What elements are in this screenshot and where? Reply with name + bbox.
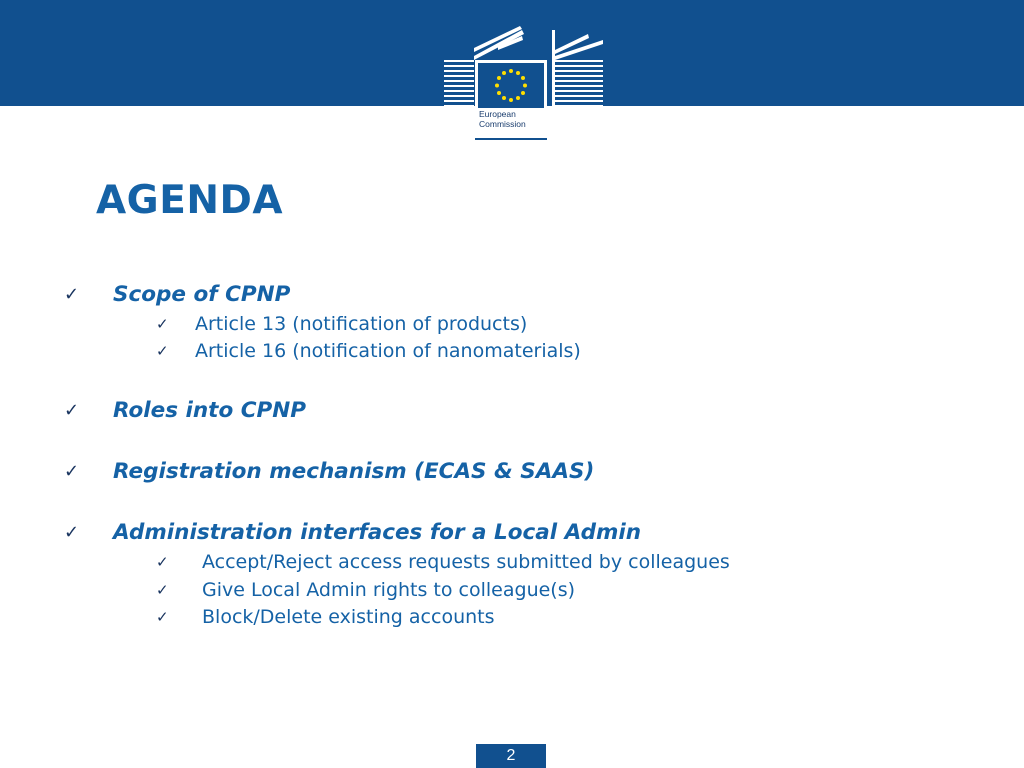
agenda-item-label: Scope of CPNP xyxy=(113,282,291,307)
checkmark-icon: ✓ xyxy=(156,608,169,626)
logo-text-line2: Commission xyxy=(479,119,526,129)
logo-text-line1: European xyxy=(479,109,516,119)
checkmark-icon: ✓ xyxy=(64,400,80,421)
checkmark-icon: ✓ xyxy=(156,553,169,571)
slide-title: AGENDA xyxy=(96,178,284,223)
sub-item-label: Accept/Reject access requests submitted by colleagues xyxy=(202,551,730,573)
checkmark-icon: ✓ xyxy=(64,522,80,543)
checkmark-icon: ✓ xyxy=(64,284,80,305)
checkmark-icon: ✓ xyxy=(64,461,80,482)
sub-item-label: Block/Delete existing accounts xyxy=(202,606,495,628)
sub-item-label: Article 13 (notification of products) xyxy=(195,313,528,335)
checkmark-icon: ✓ xyxy=(156,315,169,333)
agenda-item-label: Registration mechanism (ECAS & SAAS) xyxy=(113,459,595,484)
agenda-item-label: Administration interfaces for a Local Admin xyxy=(113,520,642,545)
checkmark-icon: ✓ xyxy=(156,581,169,599)
checkmark-icon: ✓ xyxy=(156,342,169,360)
sub-item-label: Article 16 (notification of nanomaterials) xyxy=(195,340,581,362)
logo-text xyxy=(479,109,547,129)
agenda-item-label: Roles into CPNP xyxy=(113,398,306,423)
sub-item-label: Give Local Admin rights to colleague(s) xyxy=(202,579,576,601)
european-commission-logo xyxy=(438,26,608,144)
page-number: 2 xyxy=(476,744,546,768)
